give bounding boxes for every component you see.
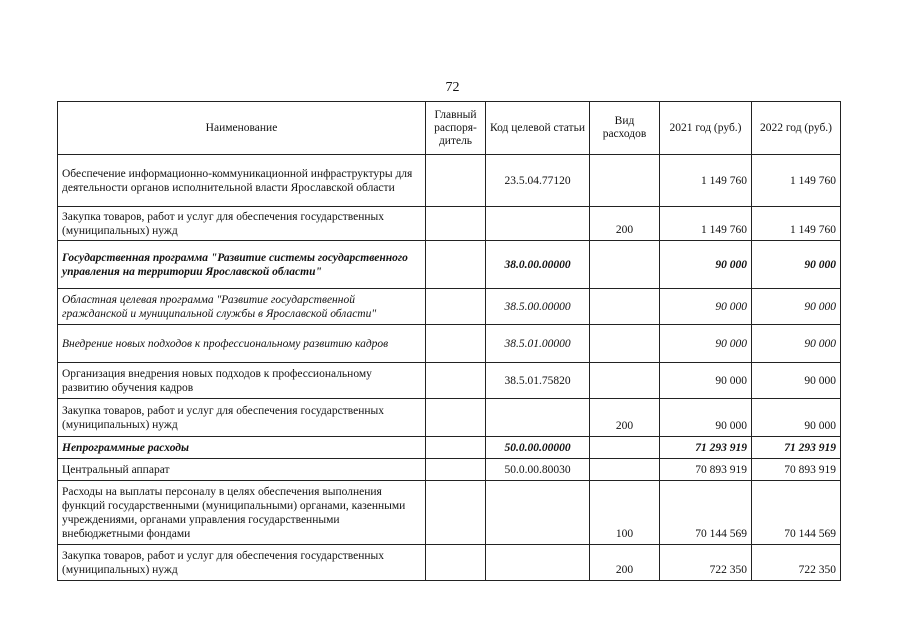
row-main-manager-cell <box>426 289 486 325</box>
row-main-manager-cell <box>426 437 486 459</box>
row-value-2022-cell: 90 000 <box>752 289 841 325</box>
header-name: Наименование <box>58 102 426 155</box>
row-main-manager-cell <box>426 325 486 363</box>
row-value-2021-cell: 90 000 <box>660 363 752 399</box>
table-row <box>58 437 841 459</box>
table-header-row <box>58 102 841 155</box>
row-expense-type-cell <box>590 289 660 325</box>
row-target-code-cell: 38.5.00.00000 <box>486 289 590 325</box>
row-target-code-cell: 50.0.00.80030 <box>486 459 590 481</box>
row-name-cell: Закупка товаров, работ и услуг для обеспечения государственных (муниципальных) нужд <box>58 207 426 241</box>
row-target-code-cell: 38.5.01.00000 <box>486 325 590 363</box>
table-row <box>58 481 841 545</box>
row-expense-type-cell: 200 <box>590 545 660 581</box>
row-name-cell: Областная целевая программа "Развитие государственной гражданской и муниципальной службы в Ярославской области" <box>58 289 426 325</box>
row-main-manager-cell <box>426 241 486 289</box>
row-value-2021-cell: 90 000 <box>660 399 752 437</box>
row-name-cell: Закупка товаров, работ и услуг для обеспечения государственных (муниципальных) нужд <box>58 399 426 437</box>
row-main-manager-cell <box>426 481 486 545</box>
row-name-cell: Государственная программа "Развитие системы государственного управления на территории Ярославской области" <box>58 241 426 289</box>
row-value-2022-cell: 1 149 760 <box>752 155 841 207</box>
table-row <box>58 325 841 363</box>
table-row <box>58 545 841 581</box>
row-expense-type-cell <box>590 459 660 481</box>
row-value-2021-cell: 722 350 <box>660 545 752 581</box>
table-row <box>58 289 841 325</box>
budget-table <box>57 101 841 581</box>
row-name-cell: Внедрение новых подходов к профессиональному развитию кадров <box>58 325 426 363</box>
row-target-code-cell: 50.0.00.00000 <box>486 437 590 459</box>
row-value-2021-cell: 90 000 <box>660 241 752 289</box>
row-value-2022-cell: 70 144 569 <box>752 481 841 545</box>
row-target-code-cell: 38.5.01.75820 <box>486 363 590 399</box>
row-name-cell: Организация внедрения новых подходов к профессиональному развитию обучения кадров <box>58 363 426 399</box>
row-value-2021-cell: 90 000 <box>660 289 752 325</box>
row-target-code-cell: 23.5.04.77120 <box>486 155 590 207</box>
row-main-manager-cell <box>426 399 486 437</box>
table-row <box>58 399 841 437</box>
row-expense-type-cell <box>590 241 660 289</box>
row-value-2022-cell: 71 293 919 <box>752 437 841 459</box>
table-row <box>58 241 841 289</box>
page-number: 72 <box>445 80 460 95</box>
row-value-2021-cell: 71 293 919 <box>660 437 752 459</box>
row-value-2021-cell: 70 893 919 <box>660 459 752 481</box>
row-expense-type-cell: 100 <box>590 481 660 545</box>
row-expense-type-cell: 200 <box>590 207 660 241</box>
row-main-manager-cell <box>426 363 486 399</box>
row-main-manager-cell <box>426 545 486 581</box>
row-name-cell: Непрограммные расходы <box>58 437 426 459</box>
row-expense-type-cell: 200 <box>590 399 660 437</box>
row-value-2022-cell: 90 000 <box>752 399 841 437</box>
row-main-manager-cell <box>426 155 486 207</box>
header-year-2022: 2022 год (руб.) <box>752 102 841 155</box>
row-name-cell: Обеспечение информационно-коммуникационной инфраструктуры для деятельности органов исполнительной власти Ярославской области <box>58 155 426 207</box>
header-main-manager: Главный распоря-дитель <box>426 102 486 155</box>
row-value-2021-cell: 90 000 <box>660 325 752 363</box>
row-target-code-cell <box>486 545 590 581</box>
row-main-manager-cell <box>426 459 486 481</box>
row-target-code-cell <box>486 481 590 545</box>
table-row <box>58 459 841 481</box>
row-name-cell: Закупка товаров, работ и услуг для обеспечения государственных (муниципальных) нужд <box>58 545 426 581</box>
row-expense-type-cell <box>590 363 660 399</box>
row-value-2022-cell: 722 350 <box>752 545 841 581</box>
row-value-2022-cell: 90 000 <box>752 241 841 289</box>
row-target-code-cell <box>486 207 590 241</box>
table-body <box>58 155 841 581</box>
table-row <box>58 155 841 207</box>
row-value-2021-cell: 1 149 760 <box>660 155 752 207</box>
row-target-code-cell: 38.0.00.00000 <box>486 241 590 289</box>
row-value-2021-cell: 70 144 569 <box>660 481 752 545</box>
row-name-cell: Центральный аппарат <box>58 459 426 481</box>
row-value-2022-cell: 70 893 919 <box>752 459 841 481</box>
row-target-code-cell <box>486 399 590 437</box>
header-expense-type: Вид расходов <box>590 102 660 155</box>
row-value-2022-cell: 90 000 <box>752 363 841 399</box>
row-value-2022-cell: 90 000 <box>752 325 841 363</box>
table-row <box>58 363 841 399</box>
row-value-2021-cell: 1 149 760 <box>660 207 752 241</box>
row-expense-type-cell <box>590 155 660 207</box>
row-name-cell: Расходы на выплаты персоналу в целях обеспечения выполнения функций государственными (муниципальными) органами, казенными учреждениями, органами управления государственными внебюджетными фондами <box>58 481 426 545</box>
row-expense-type-cell <box>590 325 660 363</box>
row-expense-type-cell <box>590 437 660 459</box>
table-row <box>58 207 841 241</box>
row-main-manager-cell <box>426 207 486 241</box>
row-value-2022-cell: 1 149 760 <box>752 207 841 241</box>
header-target-code: Код целевой статьи <box>486 102 590 155</box>
header-year-2021: 2021 год (руб.) <box>660 102 752 155</box>
